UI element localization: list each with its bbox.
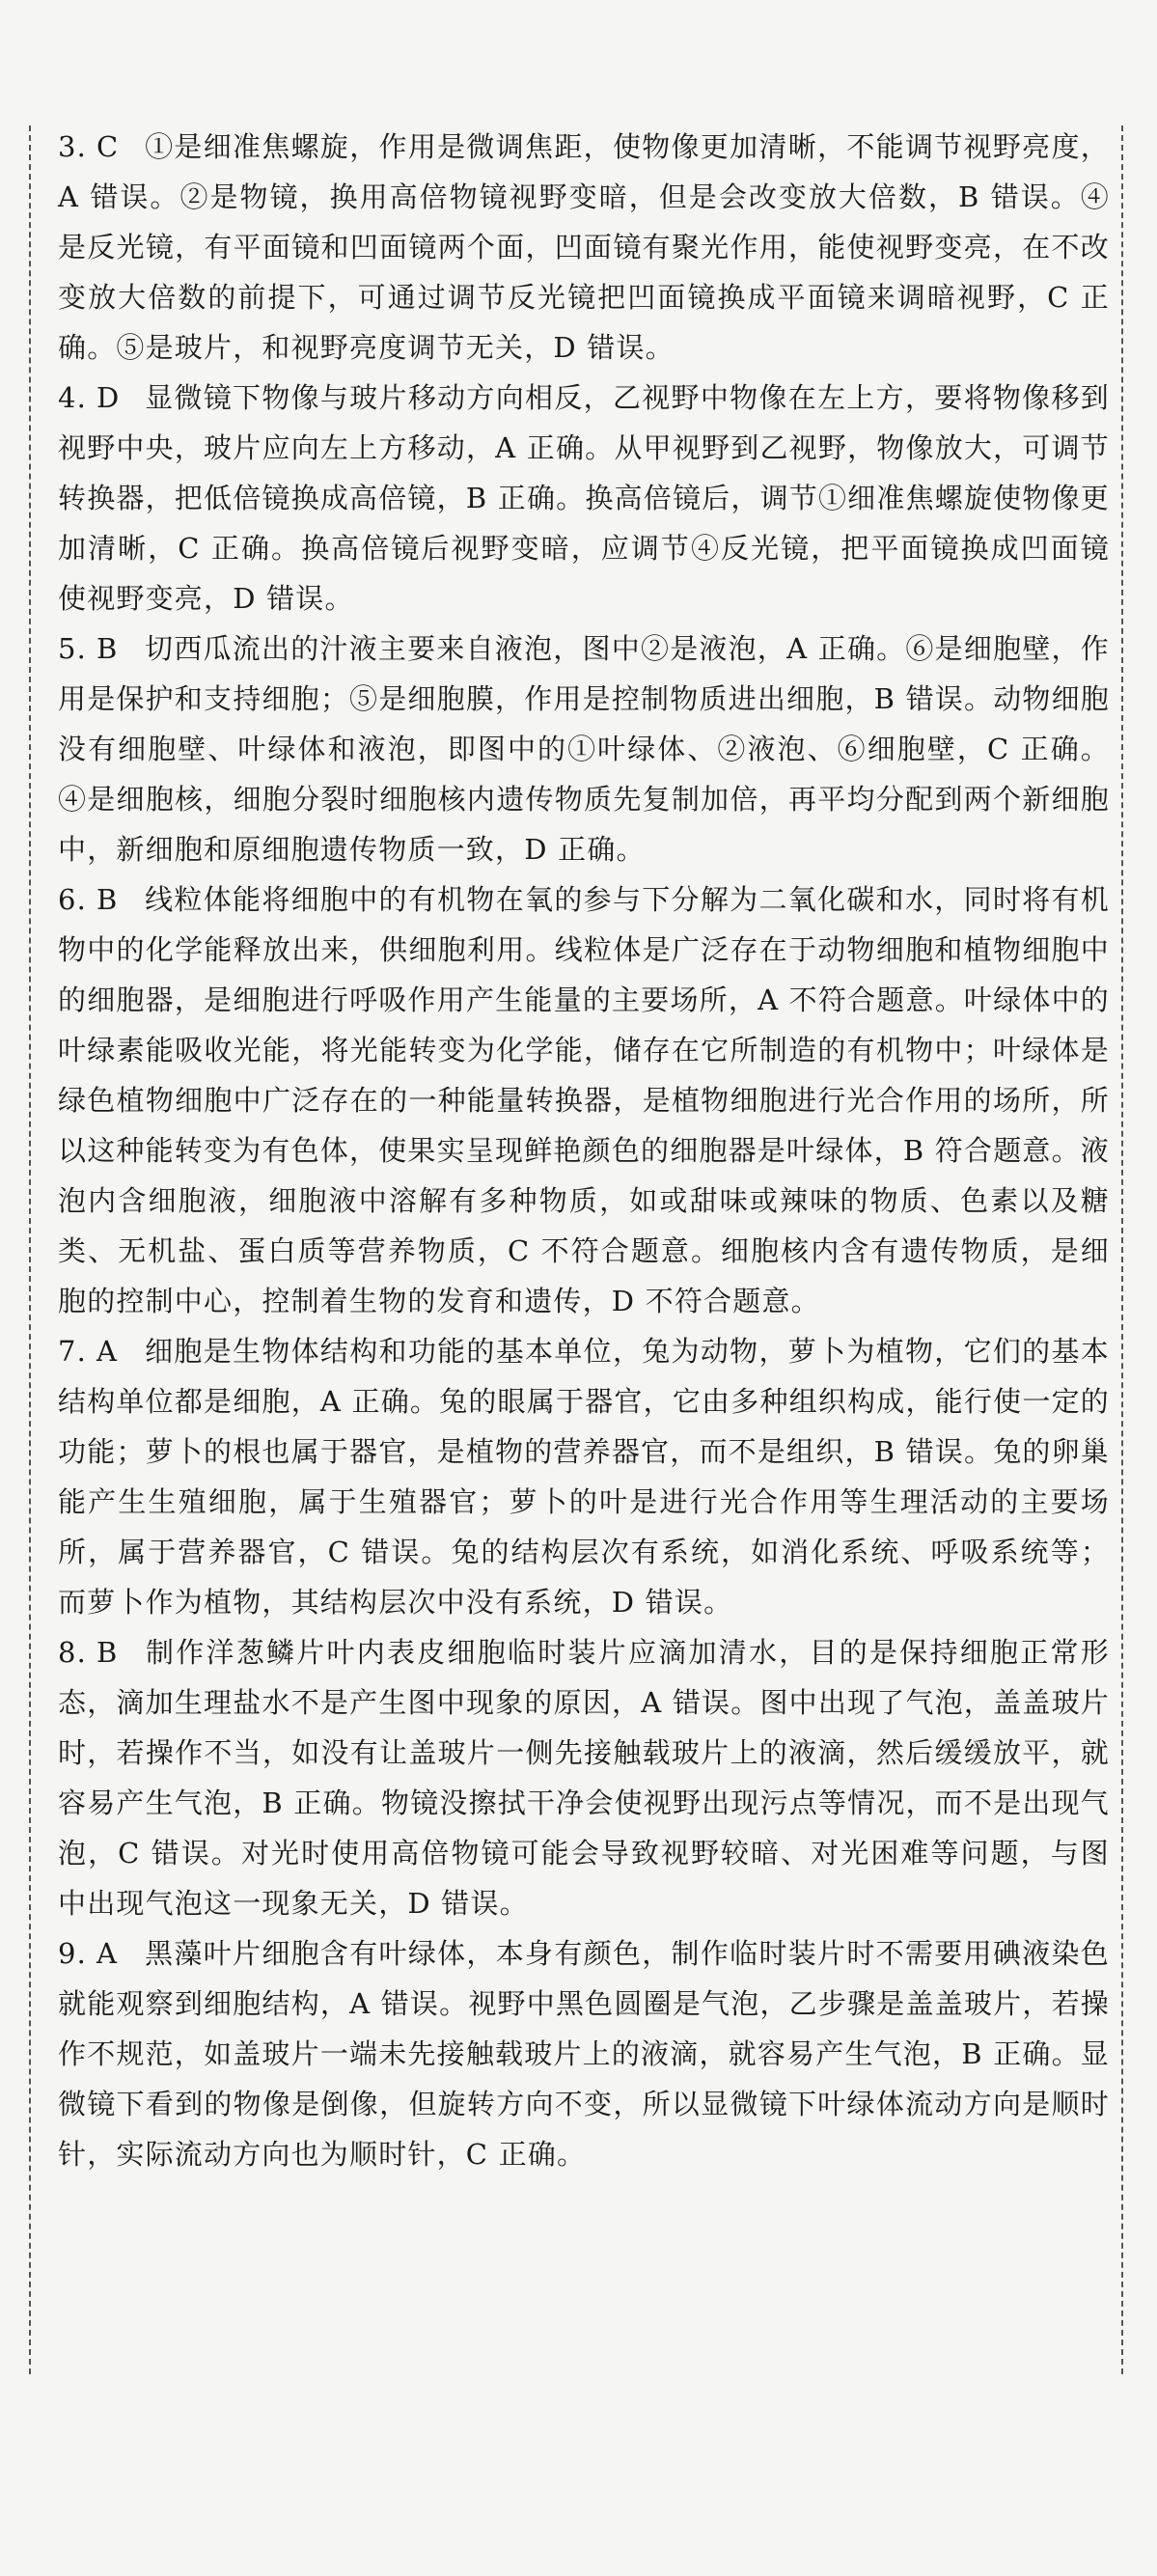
question-number: 3. [58, 130, 88, 163]
explanation-text: 切西瓜流出的汁液主要来自液泡，图中②是液泡，A 正确。⑥是细胞壁，作用是保护和支持细胞；⑤是细胞膜，作用是控制物质进出细胞，B 错误。动物细胞没有细胞壁、叶绿体和液泡，即图中的①叶绿体、②液泡、⑥细胞壁，C 正确。④是细胞核，细胞分裂时细胞核内遗传物质先复制加倍，再平均分配到两个新细胞中，新细胞和原细胞遗传物质一致，D 正确。 [58, 632, 1110, 866]
answer-choice: B [96, 883, 119, 916]
explanation-text: 制作洋葱鳞片叶内表皮细胞临时装片应滴加清水，目的是保持细胞正常形态，滴加生理盐水不是产生图中现象的原因，A 错误。图中出现了气泡，盖盖玻片时，若操作不当，如没有让盖玻片一侧先接触载玻片上的液滴，然后缓缓放平，就容易产生气泡，B 正确。物镜没擦拭干净会使视野出现污点等情况，而不是出现气泡，C 错误。对光时使用高倍物镜可能会导致视野较暗、对光困难等问题，与图中出现气泡这一现象无关，D 错误。 [58, 1636, 1110, 1920]
explanation-text: 线粒体能将细胞中的有机物在氧的参与下分解为二氧化碳和水，同时将有机物中的化学能释放出来，供细胞利用。线粒体是广泛存在于动物细胞和植物细胞中的细胞器，是细胞进行呼吸作用产生能量的主要场所，A 不符合题意。叶绿体中的叶绿素能吸收光能，将光能转变为化学能，储存在它所制造的有机物中；叶绿体是绿色植物细胞中广泛存在的一种能量转换器，是植物细胞进行光合作用的场所，所以这种能转变为有色体，使果实呈现鲜艳颜色的细胞器是叶绿体，B 符合题意。液泡内含细胞液，细胞液中溶解有多种物质，如或甜味或辣味的物质、色素以及糖类、无机盐、蛋白质等营养物质，C 不符合题意。细胞核内含有遗传物质，是细胞的控制中心，控制着生物的发育和遗传，D 不符合题意。 [58, 883, 1110, 1317]
question-number: 6. [58, 883, 88, 916]
question-number: 8. [58, 1636, 88, 1669]
answer-choice: A [96, 1937, 119, 1970]
answer-explanations [58, 122, 1110, 2179]
answer-item-9 [58, 1928, 1110, 2179]
answer-item-8 [58, 1627, 1110, 1928]
answer-item-6 [58, 874, 1110, 1326]
answer-choice: D [96, 381, 121, 414]
explanation-text: 黑藻叶片细胞含有叶绿体，本身有颜色，制作临时装片时不需要用碘液染色就能观察到细胞结构，A 错误。视野中黑色圆圈是气泡，乙步骤是盖盖玻片，若操作不规范，如盖玻片一端未先接触载玻片上的液滴，就容易产生气泡，B 正确。显微镜下看到的物像是倒像，但旋转方向不变，所以显微镜下叶绿体流动方向是顺时针，实际流动方向也为顺时针，C 正确。 [58, 1937, 1110, 2171]
answer-choice: B [96, 632, 119, 665]
answer-item-4 [58, 373, 1110, 623]
question-number: 5. [58, 632, 88, 665]
answer-choice: A [96, 1335, 119, 1368]
explanation-text: 显微镜下物像与玻片移动方向相反，乙视野中物像在左上方，要将物像移到视野中央，玻片应向左上方移动，A 正确。从甲视野到乙视野，物像放大，可调节转换器，把低倍镜换成高倍镜，B 正确。换高倍镜后，调节①细准焦螺旋使物像更加清晰，C 正确。换高倍镜后视野变暗，应调节④反光镜，把平面镜换成凹面镜使视野变亮，D 错误。 [58, 381, 1110, 615]
left-dashed-margin-line [29, 125, 31, 2374]
answer-item-5 [58, 623, 1110, 874]
question-number: 9. [58, 1937, 88, 1970]
question-number: 4. [58, 381, 88, 414]
right-dashed-margin-line [1121, 125, 1123, 2374]
explanation-text: ①是细准焦螺旋，作用是微调焦距，使物像更加清晰，不能调节视野亮度，A 错误。②是物镜，换用高倍物镜视野变暗，但是会改变放大倍数，B 错误。④是反光镜，有平面镜和凹面镜两个面，凹面镜有聚光作用，能使视野变亮，在不改变放大倍数的前提下，可通过调节反光镜把凹面镜换成平面镜来调暗视野，C 正确。⑤是玻片，和视野亮度调节无关，D 错误。 [58, 130, 1110, 364]
answer-choice: C [96, 130, 120, 163]
answer-choice: B [96, 1636, 119, 1669]
question-number: 7. [58, 1335, 88, 1368]
answer-item-3 [58, 122, 1110, 373]
explanation-text: 细胞是生物体结构和功能的基本单位，兔为动物，萝卜为植物，它们的基本结构单位都是细胞，A 正确。兔的眼属于器官，它由多种组织构成，能行使一定的功能；萝卜的根也属于器官，是植物的营养器官，而不是组织，B 错误。兔的卵巢能产生生殖细胞，属于生殖器官；萝卜的叶是进行光合作用等生理活动的主要场所，属于营养器官，C 错误。兔的结构层次有系统，如消化系统、呼吸系统等；而萝卜作为植物，其结构层次中没有系统，D 错误。 [58, 1335, 1110, 1619]
answer-item-7 [58, 1326, 1110, 1627]
